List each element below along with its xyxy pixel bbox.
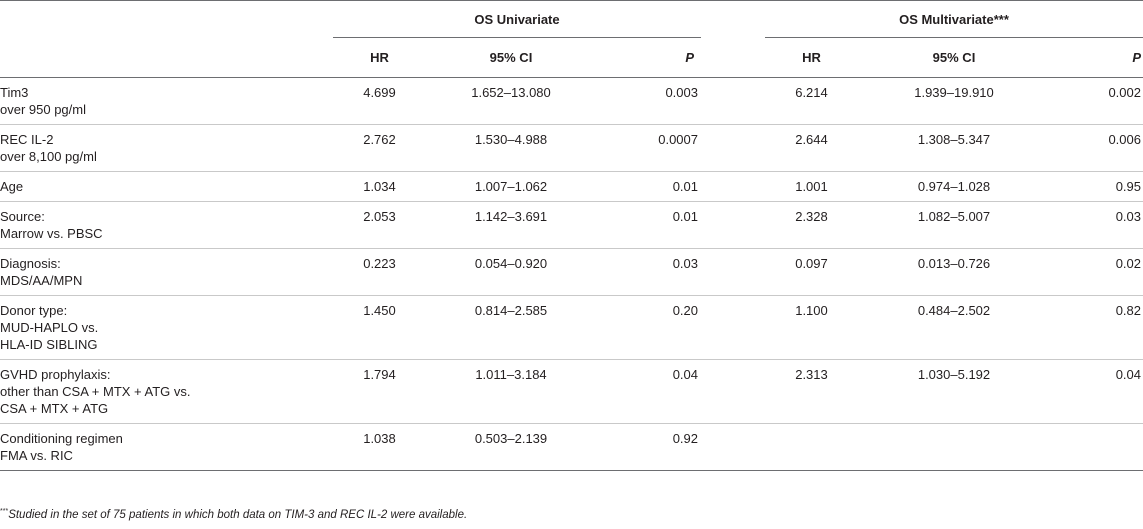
p-univariate-cell: 0.92: [596, 424, 701, 471]
p-multivariate-cell: 0.82: [1050, 296, 1143, 360]
row-label: [0, 78, 333, 125]
hr-univariate-cell: 1.038: [333, 424, 426, 471]
row-label-line: Conditioning regimen: [0, 431, 123, 446]
hr-univariate-cell: 1.034: [333, 172, 426, 202]
ci-multivariate-cell: 1.308–5.347: [858, 125, 1050, 172]
p-univariate-cell: 0.01: [596, 172, 701, 202]
table-row: [0, 125, 1143, 172]
row-label: [0, 125, 333, 172]
ci-multivariate-header: 95% CI: [858, 38, 1050, 78]
column-header-row: [0, 38, 1143, 78]
hr-multivariate-header: HR: [765, 38, 858, 78]
row-label-line: REC IL-2: [0, 132, 54, 147]
p-univariate-cell: 0.04: [596, 360, 701, 424]
row-label: [0, 249, 333, 296]
gap-cell: [701, 360, 765, 424]
ci-univariate-cell: 0.054–0.920: [426, 249, 596, 296]
row-label: [0, 202, 333, 249]
row-label-line: HLA-ID SIBLING: [0, 337, 98, 352]
p-multivariate-cell: 0.04: [1050, 360, 1143, 424]
table-row: [0, 78, 1143, 125]
ci-univariate-cell: 1.652–13.080: [426, 78, 596, 125]
multivariate-header: OS Multivariate***: [765, 2, 1143, 38]
hr-univariate-cell: 1.794: [333, 360, 426, 424]
hr-multivariate-cell: 2.644: [765, 125, 858, 172]
gap-cell: [701, 249, 765, 296]
footnote-marker: ***: [0, 508, 9, 515]
table-row: [0, 360, 1143, 424]
hr-univariate-cell: 2.053: [333, 202, 426, 249]
group-header-row: [0, 2, 1143, 38]
p-univariate-cell: 0.01: [596, 202, 701, 249]
hr-multivariate-cell: 6.214: [765, 78, 858, 125]
row-label-line: Diagnosis:: [0, 256, 61, 271]
row-label-line: Donor type:: [0, 303, 68, 318]
gap-cell: [701, 172, 765, 202]
row-label: [0, 424, 333, 471]
row-label-line: GVHD prophylaxis:: [0, 367, 111, 382]
header-blank: [0, 2, 333, 38]
ci-univariate-header: 95% CI: [426, 38, 596, 78]
table-row: [0, 296, 1143, 360]
ci-univariate-cell: 1.007–1.062: [426, 172, 596, 202]
row-label-line: other than CSA + MTX + ATG vs.: [0, 384, 191, 399]
row-label: [0, 172, 333, 202]
hr-multivariate-cell: [765, 424, 858, 471]
table-body: [0, 78, 1143, 471]
table-row: [0, 249, 1143, 296]
hr-multivariate-cell: 1.001: [765, 172, 858, 202]
row-label-line: over 8,100 pg/ml: [0, 149, 97, 164]
p-multivariate-cell: 0.03: [1050, 202, 1143, 249]
ci-multivariate-cell: 0.013–0.726: [858, 249, 1050, 296]
hr-multivariate-cell: 2.328: [765, 202, 858, 249]
row-label: [0, 360, 333, 424]
univariate-header: OS Univariate: [333, 2, 701, 38]
hr-multivariate-cell: 2.313: [765, 360, 858, 424]
hr-multivariate-cell: 1.100: [765, 296, 858, 360]
label-column-header: [0, 38, 333, 78]
ci-univariate-cell: 1.142–3.691: [426, 202, 596, 249]
ci-multivariate-cell: 0.974–1.028: [858, 172, 1050, 202]
p-multivariate-cell: 0.95: [1050, 172, 1143, 202]
p-univariate-cell: 0.03: [596, 249, 701, 296]
ci-multivariate-cell: 1.030–5.192: [858, 360, 1050, 424]
p-multivariate-cell: 0.02: [1050, 249, 1143, 296]
p-univariate-cell: 0.20: [596, 296, 701, 360]
row-label: [0, 296, 333, 360]
p-multivariate-header: P: [1050, 38, 1143, 78]
header-gap: [701, 2, 765, 38]
hr-univariate-cell: 2.762: [333, 125, 426, 172]
p-multivariate-cell: [1050, 424, 1143, 471]
ci-multivariate-cell: 1.939–19.910: [858, 78, 1050, 125]
hr-univariate-header: HR: [333, 38, 426, 78]
hr-univariate-cell: 0.223: [333, 249, 426, 296]
table-row: [0, 172, 1143, 202]
p-univariate-cell: 0.0007: [596, 125, 701, 172]
ci-multivariate-cell: 1.082–5.007: [858, 202, 1050, 249]
ci-multivariate-cell: [858, 424, 1050, 471]
p-multivariate-cell: 0.006: [1050, 125, 1143, 172]
gap-cell: [701, 202, 765, 249]
row-label-line: FMA vs. RIC: [0, 448, 73, 463]
row-label-line: MUD-HAPLO vs.: [0, 320, 99, 335]
gap-cell: [701, 296, 765, 360]
ci-univariate-cell: 1.530–4.988: [426, 125, 596, 172]
ci-univariate-cell: 0.503–2.139: [426, 424, 596, 471]
gap-column-header: [701, 38, 765, 78]
ci-univariate-cell: 1.011–3.184: [426, 360, 596, 424]
row-label-line: Source:: [0, 209, 45, 224]
footnote: [0, 508, 467, 521]
p-univariate-header: P: [596, 38, 701, 78]
hr-univariate-cell: 1.450: [333, 296, 426, 360]
hr-multivariate-cell: 0.097: [765, 249, 858, 296]
gap-cell: [701, 78, 765, 125]
row-label-line: Marrow vs. PBSC: [0, 226, 103, 241]
p-multivariate-cell: 0.002: [1050, 78, 1143, 125]
row-label-line: MDS/AA/MPN: [0, 273, 83, 288]
table-row: [0, 202, 1143, 249]
ci-univariate-cell: 0.814–2.585: [426, 296, 596, 360]
table-row: [0, 424, 1143, 471]
gap-cell: [701, 424, 765, 471]
row-label-line: Age: [0, 179, 24, 194]
row-label-line: CSA + MTX + ATG: [0, 401, 109, 416]
footnote-text: Studied in the set of 75 patients in which both data on TIM-3 and REC IL-2 were available.: [8, 509, 468, 521]
gap-cell: [701, 125, 765, 172]
row-label-line: over 950 pg/ml: [0, 102, 86, 117]
row-label-line: Tim3: [0, 85, 29, 100]
ci-multivariate-cell: 0.484–2.502: [858, 296, 1050, 360]
p-univariate-cell: 0.003: [596, 78, 701, 125]
hr-univariate-cell: 4.699: [333, 78, 426, 125]
